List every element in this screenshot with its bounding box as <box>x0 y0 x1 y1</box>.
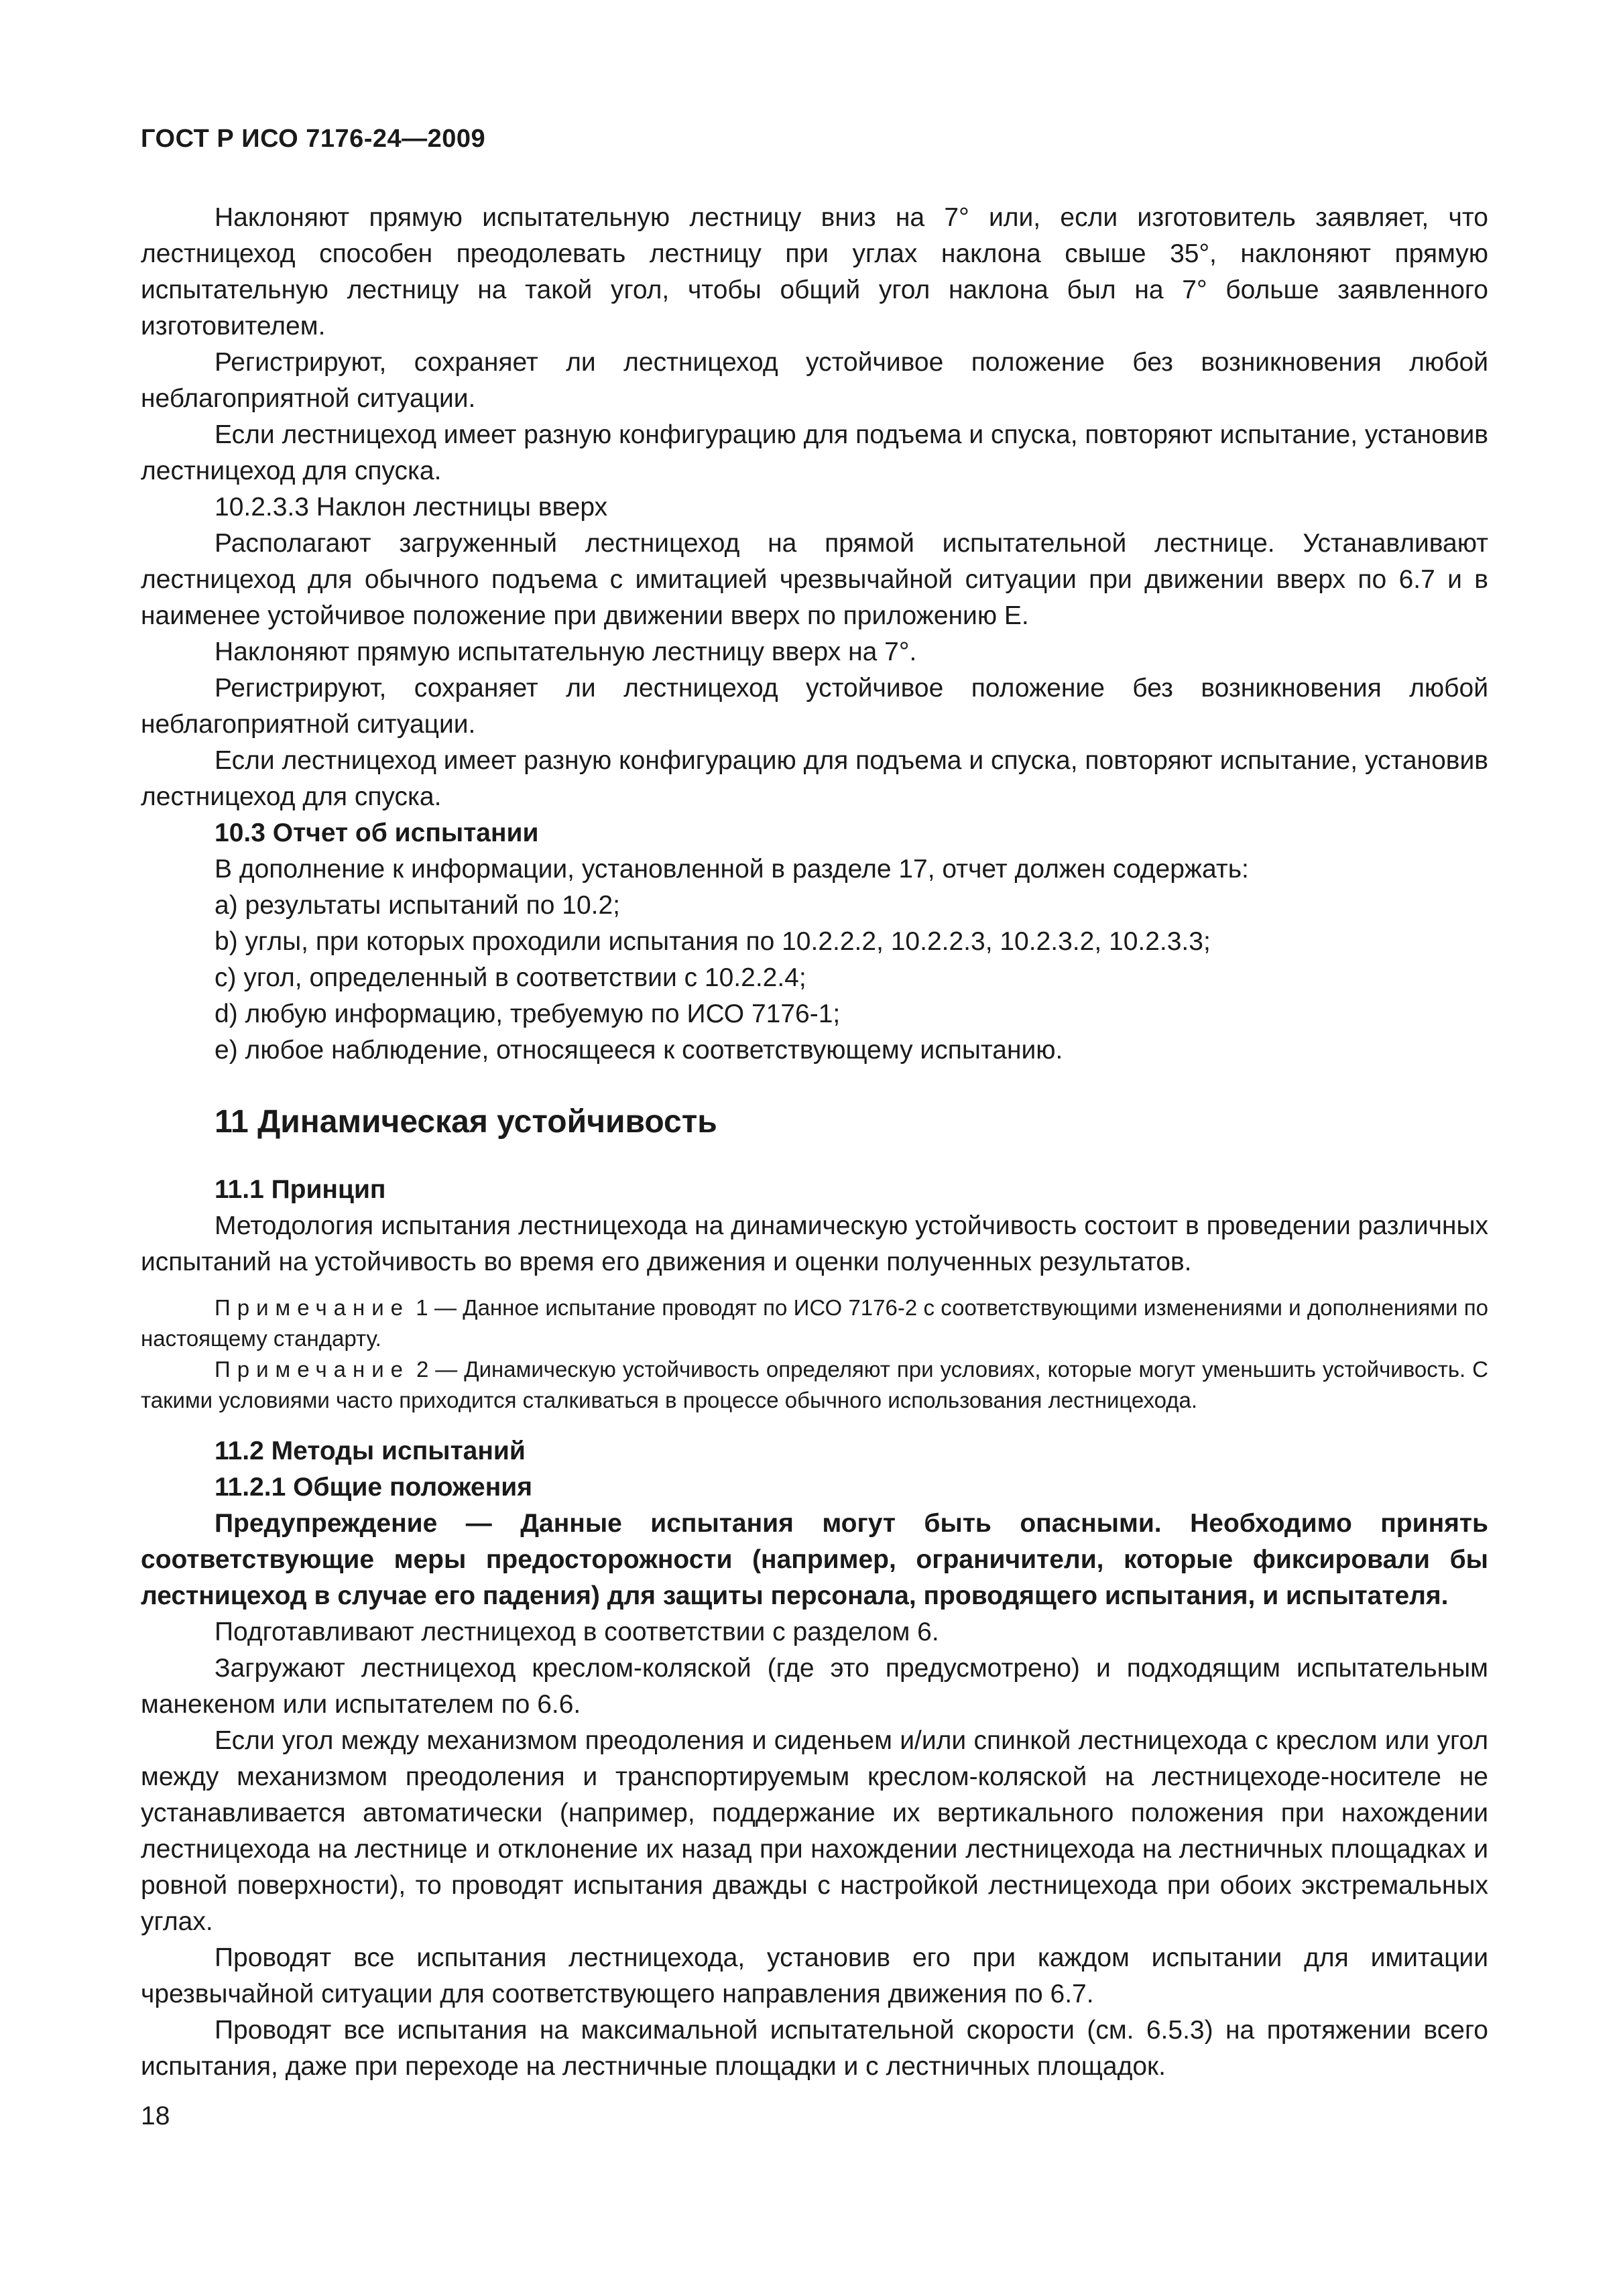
note-2 <box>141 1354 1488 1416</box>
list-item: е) любое наблюдение, относящееся к соответствующему испытанию. <box>215 1036 1063 1065</box>
list-item: d) любую информацию, требуемую по ИСО 7176-1; <box>215 1000 841 1028</box>
subsection-title-10-2-3-3: 10.2.3.3 Наклон лестницы вверх <box>215 493 608 522</box>
paragraph: Проводят все испытания на максимальной испытательной скорости (см. 6.5.3) на протяжении всего испытания, даже при переходе на лестничные площадки и с лестничных площадок. <box>141 2016 1488 2081</box>
paragraph: В дополнение к информации, установленной в разделе 17, отчет должен содержать: <box>215 855 1249 884</box>
note-1 <box>141 1292 1488 1354</box>
paragraph: Располагают загруженный лестницеход на прямой испытательной лестнице. Устанавливают лестницеход для обычного подъема с имитацией чрезвычайной ситуации при движении вверх по 6.7 и в наименее устойчивое положение при движении вверх по приложению Е. <box>141 529 1488 630</box>
paragraph: Методология испытания лестницехода на динамическую устойчивость состоит в проведении различных испытаний на устойчивость во время его движения и оценки полученных результатов. <box>141 1211 1488 1276</box>
section-title-11: 11 Динамическая устойчивость <box>215 1104 717 1140</box>
note-text: 1 — Данное испытание проводят по ИСО 7176-2 с соответствующими изменениями и дополнениями по настоящему стандарту. <box>141 1295 1488 1351</box>
list-item: с) угол, определенный в соответствии с 10.2.2.4; <box>215 963 806 992</box>
section-title-11-2-1: 11.2.1 Общие положения <box>215 1473 533 1502</box>
page-body <box>141 200 1488 2085</box>
paragraph: Если лестницеход имеет разную конфигурацию для подъема и спуска, повторяют испытание, установив лестницеход для спуска. <box>141 420 1489 485</box>
section-title-11-2: 11.2 Методы испытаний <box>215 1437 526 1465</box>
note-text: 2 — Динамическую устойчивость определяют при условиях, которые могут уменьшить устойчивость. С такими условиями часто приходится сталкиваться в процессе обычного использования лестницехода. <box>141 1357 1488 1412</box>
report-items-list <box>141 888 1488 1069</box>
page-number: 18 <box>141 2102 170 2130</box>
paragraph: Подготавливают лестницеход в соответствии с разделом 6. <box>215 1618 939 1646</box>
paragraph: Если угол между механизмом преодоления и сиденьем и/или спинкой лестницехода с креслом или угол между механизмом преодоления и транспортируемым креслом-коляской на лестницеходе-носителе не устанавливается автоматически (например, поддержание их вертикального положения при нахождении лестницехода на лестнице и отклонение их назад при нахождении лестницехода на лестничных площадках и ровной поверхности), то проводят испытания дважды с настройкой лестницехода при обоих экстремальных углах. <box>141 1726 1488 1936</box>
paragraph: Регистрируют, сохраняет ли лестницеход устойчивое положение без возникновения любой неблагоприятной ситуации. <box>141 348 1488 413</box>
section-title-10-3: 10.3 Отчет об испытании <box>215 819 539 847</box>
paragraph: Загружают лестницеход креслом-коляской (где это предусмотрено) и подходящим испытательным манекеном или испытателем по 6.6. <box>141 1654 1488 1719</box>
paragraph: Наклоняют прямую испытательную лестницу вниз на 7° или, если изготовитель заявляет, что лестницеход способен преодолевать лестницу при углах наклона свыше 35°, наклоняют прямую испытательную лестницу на такой угол, чтобы общий угол наклона был на 7° больше заявленного изготовителем. <box>141 203 1488 341</box>
note-label: Примечание <box>215 1295 410 1320</box>
paragraph: Проводят все испытания лестницехода, установив его при каждом испытании для имитации чрезвычайной ситуации для соответствующего направления движения по 6.7. <box>141 1943 1488 2008</box>
section-title-11-1: 11.1 Принцип <box>215 1175 386 1204</box>
note-label: Примечание <box>215 1357 410 1382</box>
document-header: ГОСТ Р ИСО 7176-24—2009 <box>141 125 486 153</box>
warning-paragraph: Предупреждение — Данные испытания могут быть опасными. Необходимо принять соответствующие меры предосторожности (например, ограничители, которые фиксировали бы лестницеход в случае его падения) для защиты персонала, проводящего испытания, и испытателя. <box>141 1509 1488 1610</box>
paragraph: Регистрируют, сохраняет ли лестницеход устойчивое положение без возникновения любой неблагоприятной ситуации. <box>141 674 1488 739</box>
paragraph: Наклоняют прямую испытательную лестницу вверх на 7°. <box>215 638 917 666</box>
list-item: а) результаты испытаний по 10.2; <box>215 891 621 920</box>
list-item: b) углы, при которых проходили испытания по 10.2.2.2, 10.2.2.3, 10.2.3.2, 10.2.3.3; <box>215 927 1211 956</box>
paragraph: Если лестницеход имеет разную конфигурацию для подъема и спуска, повторяют испытание, установив лестницеход для спуска. <box>141 746 1489 811</box>
